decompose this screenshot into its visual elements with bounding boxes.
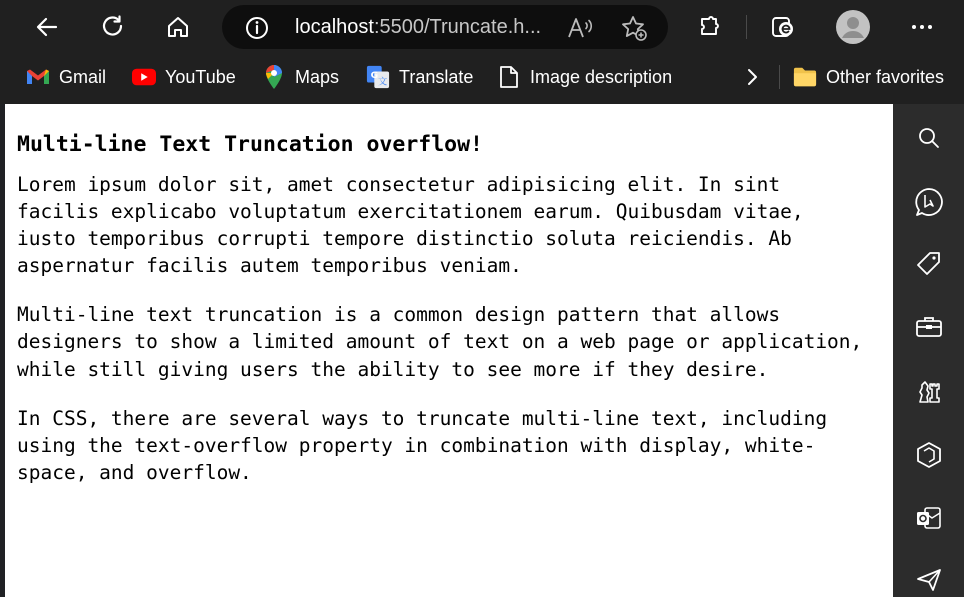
url-host: localhost <box>295 16 374 38</box>
favorite-label: Maps <box>295 66 340 87</box>
tools-briefcase-icon[interactable] <box>911 309 947 345</box>
favorites-overflow-chevron[interactable] <box>740 54 764 100</box>
extensions-icon[interactable] <box>690 7 730 47</box>
favorites-divider <box>779 65 780 89</box>
page-viewport <box>5 104 893 597</box>
page-body <box>5 104 865 486</box>
paragraph-css-methods: In CSS, there are several ways to truncate multi-line text, including using the text-overflow property in combination with display, white-space, and overflow. <box>17 406 828 484</box>
favorite-image-description[interactable] <box>497 54 672 100</box>
add-favorite-icon[interactable] <box>620 14 648 46</box>
other-favorites-label: Other favorites <box>826 66 945 87</box>
search-icon[interactable] <box>911 120 947 156</box>
favorite-youtube[interactable] <box>132 54 236 100</box>
folder-icon <box>793 65 817 89</box>
favorite-label: Gmail <box>59 66 107 87</box>
outlook-icon[interactable] <box>911 500 947 536</box>
paragraph-lorem: Lorem ipsum dolor sit, amet consectetur adipisicing elit. In sint facilis explicabo voluptatum exercitationem earum. Quibusdam vitae, iusto temporibus corrupti tempore distinctio soluta reiciendis. Ab aspernatur facilis autem temporibus veniam. <box>17 173 804 278</box>
address-url[interactable] <box>295 16 541 39</box>
favorite-label: YouTube <box>165 66 236 87</box>
more-options-icon[interactable] <box>902 7 942 47</box>
youtube-icon <box>132 65 156 89</box>
favorite-maps[interactable] <box>262 54 339 100</box>
home-icon[interactable] <box>158 7 198 47</box>
edge-collections-icon[interactable] <box>763 7 803 47</box>
shopping-tag-icon[interactable] <box>911 246 947 282</box>
url-path: :5500/Truncate.h... <box>373 16 542 38</box>
send-icon[interactable] <box>911 562 947 597</box>
maps-pin-icon <box>262 65 286 89</box>
back-arrow-icon[interactable] <box>27 7 67 47</box>
favorite-label: Translate <box>399 66 474 87</box>
read-aloud-icon[interactable] <box>566 15 594 45</box>
svg-text:文: 文 <box>378 76 388 88</box>
refresh-icon[interactable] <box>93 7 133 47</box>
edge-sidebar <box>893 104 964 597</box>
profile-avatar-icon[interactable] <box>833 7 873 47</box>
favorites-bar <box>0 54 964 104</box>
document-icon <box>497 65 521 89</box>
gmail-icon <box>26 65 50 89</box>
address-bar[interactable] <box>222 5 668 49</box>
toolbar-divider <box>746 15 747 39</box>
favorite-label: Image description <box>530 66 673 87</box>
office-icon[interactable] <box>911 437 947 473</box>
other-favorites[interactable] <box>793 54 944 100</box>
svg-text:G: G <box>370 69 379 81</box>
paragraph-truncation-intro: Multi-line text truncation is a common design pattern that allows designers to show a limited amount of text on a web page or application, while still giving users the ability to see more if they desire. <box>17 303 863 381</box>
translate-icon <box>366 65 390 89</box>
browser-toolbar <box>0 0 964 54</box>
chevron-right-icon <box>740 65 764 89</box>
info-icon[interactable] <box>244 15 270 45</box>
games-icon[interactable] <box>911 374 947 410</box>
page-title: Multi-line Text Truncation overflow! <box>17 132 483 157</box>
favorite-translate[interactable] <box>366 54 473 100</box>
favorite-gmail[interactable] <box>26 54 106 100</box>
bing-chat-icon[interactable] <box>911 184 947 220</box>
